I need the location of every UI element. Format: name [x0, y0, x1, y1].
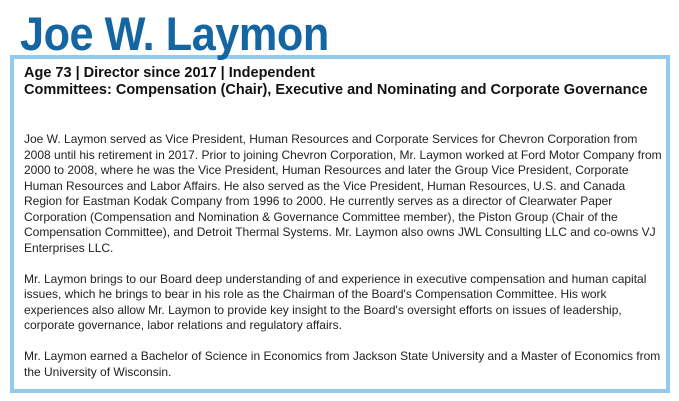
- director-bio: [24, 132, 664, 396]
- age-tenure-status: Age 73 | Director since 2017 | Independent: [24, 65, 315, 81]
- director-profile-box: [10, 55, 670, 393]
- bio-paragraph-career: Joe W. Laymon served as Vice President, Human Resources and Corporate Services for Chevron Corporation from 2008 until his retirement in 2017. Prior to joining Chevron Corporation, Mr. Laymon worked at Ford Motor Company from 2000 to 2008, where he was the Vice President, Human Resources and later the Group Vice President, Corporate Human Resources and Labor Affairs. He also served as the Vice President, Human Resources, U.S. and Canada Region for Eastman Kodak Company from 1996 to 2000. He currently serves as a director of Clearwater Paper Corporation (Compensation and Nomination & Governance Committee member), the Piston Group (Chair of the Compensation Committee), and Detroit Thermal Systems. Mr. Laymon also owns JWL Consulting LLC and co-owns VJ Enterprises LLC.: [24, 132, 662, 255]
- director-meta: [24, 65, 664, 99]
- director-name: Joe W. Laymon: [20, 7, 329, 60]
- bio-paragraph-education: Mr. Laymon earned a Bachelor of Science in Economics from Jackson State University and a Master of Economics from the University of Wisconsin.: [24, 349, 661, 379]
- committees: Committees: Compensation (Chair), Executive and Nominating and Corporate Governance: [24, 82, 648, 98]
- bio-paragraph-qualifications: Mr. Laymon brings to our Board deep understanding of and experience in executive compensation and human capital issues, which he brings to bear in his role as the Chairman of the Board's Compensation Committee. His work experiences also allow Mr. Laymon to provide key insight to the Board's oversight efforts on issues of leadership, corporate governance, labor relations and regulatory affairs.: [24, 271, 647, 332]
